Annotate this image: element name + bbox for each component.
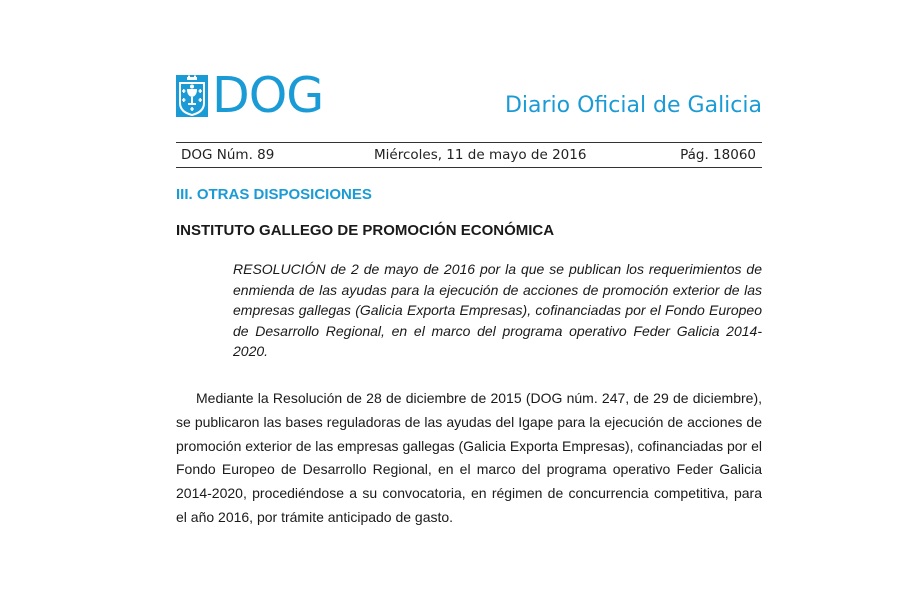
dog-logo (176, 67, 324, 124)
issue-date: Miércoles, 11 de mayo de 2016 (374, 147, 587, 163)
issue-header-bar (176, 142, 762, 168)
organization-title: INSTITUTO GALLEGO DE PROMOCIÓN ECONÓMICA (176, 222, 555, 239)
page-number: Pág. 18060 (680, 147, 756, 163)
section-title: III. OTRAS DISPOSICIONES (176, 186, 372, 203)
galicia-coat-of-arms-icon (176, 75, 208, 117)
body-paragraph: Mediante la Resolución de 28 de diciembre de 2015 (DOG núm. 247, de 29 de diciembre), se publicaron las bases reguladoras de las ayudas del Igape para la ejecución de acciones de promoción exterior de las empresas gallegas (Galicia Exporta Empresas), cofinanciadas por el Fondo Europeo de Desarrollo Regional, en el marco del programa operativo Feder Galicia 2014-2020, procediéndose a su convocatoria, en régimen de concurrencia competitiva, para el año 2016, por trámite anticipado de gasto. (176, 390, 762, 525)
logo-text: DOG (212, 67, 324, 124)
issue-number: DOG Núm. 89 (181, 147, 275, 163)
journal-name: Diario Oficial de Galicia (504, 93, 762, 118)
resolution-summary: RESOLUCIÓN de 2 de mayo de 2016 por la que se publican los requerimientos de enmienda de las ayudas para la ejecución de acciones de promoción exterior de las empresas gallegas (Galicia Exporta Empresas), cofinanciadas por el Fondo Europeo de Desarrollo Regional, en el marco del programa operativo Feder Galicia 2014-2020. (233, 261, 762, 359)
